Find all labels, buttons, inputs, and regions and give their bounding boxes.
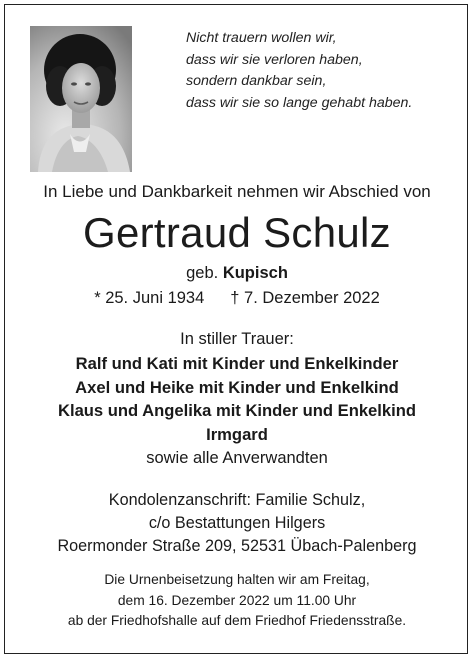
birth-name-prefix: geb. — [186, 264, 219, 282]
quote-line: sondern dankbar sein, — [186, 73, 327, 89]
mourner-line: Irmgard — [206, 424, 268, 444]
portrait-photo — [30, 26, 132, 172]
mourner-line: Klaus und Angelika mit Kinder und Enkelkind — [57, 401, 417, 420]
mourning-intro: In stiller Trauer: — [180, 330, 294, 348]
deceased-name: Gertraud Schulz — [83, 209, 391, 256]
service-line: dem 16. Dezember 2022 um 11.00 Uhr — [117, 592, 357, 608]
birth-name-surname: Kupisch — [222, 264, 288, 282]
condolence-line: c/o Bestattungen Hilgers — [148, 514, 326, 532]
quote-line: dass wir sie so lange gehabt haben. — [186, 94, 413, 111]
death-date: † 7. Dezember 2022 — [230, 289, 380, 307]
quote-line: dass wir sie verloren haben, — [186, 51, 363, 68]
portrait-image — [30, 26, 132, 172]
condolence-line: Roermonder Straße 209, 52531 Übach-Palenberg — [57, 537, 417, 555]
life-dates — [0, 289, 474, 308]
mourner-line: Axel und Heike mit Kinder und Enkelkind — [75, 377, 399, 397]
birth-date: * 25. Juni 1934 — [94, 289, 205, 307]
quote-line: Nicht trauern wollen wir, — [186, 30, 337, 46]
service-line: ab der Friedhofshalle auf dem Friedhof Friedensstraße. — [67, 613, 407, 628]
birth-name — [0, 264, 474, 283]
memorial-quote — [186, 28, 456, 114]
condolence-address — [0, 489, 474, 558]
mourner-line: Ralf und Kati mit Kinder und Enkelkinder — [75, 354, 399, 373]
condolence-line: Kondolenzanschrift: Familie Schulz, — [108, 491, 366, 509]
service-line: Die Urnenbeisetzung halten wir am Freitag, — [104, 572, 370, 587]
mourners-list — [0, 352, 474, 446]
burial-notice — [0, 570, 474, 632]
farewell-intro: In Liebe und Dankbarkeit nehmen wir Abschied von — [43, 182, 431, 201]
other-relatives: sowie alle Anverwandten — [146, 449, 328, 467]
